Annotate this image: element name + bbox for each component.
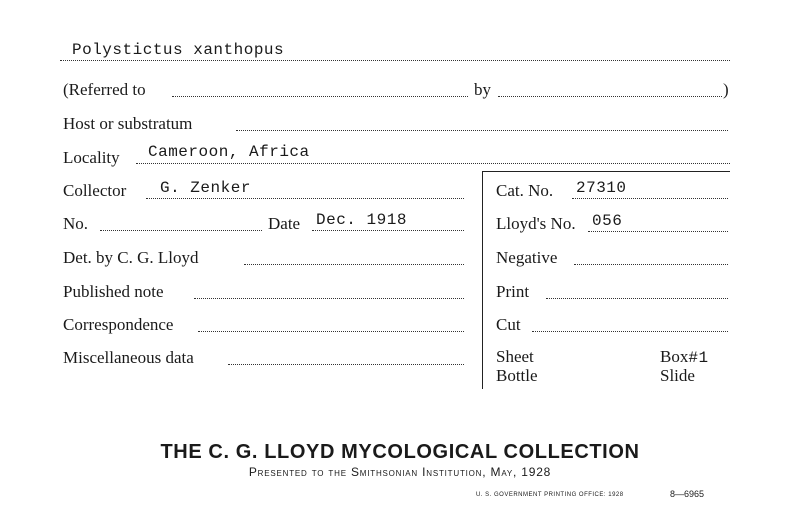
published-line [194, 298, 464, 299]
negative-label: Negative [496, 248, 558, 267]
det-line [244, 264, 464, 265]
collection-title: THE C. G. LLOYD MYCOLOGICAL COLLECTION [160, 441, 640, 463]
lloyd-value: 056 [592, 212, 623, 230]
printer-note: U. S. GOVERNMENT PRINTING OFFICE: 1928 [476, 492, 624, 498]
panel-top-border [482, 171, 730, 172]
collector-line [146, 198, 464, 199]
cat-value: 27310 [576, 179, 627, 197]
panel-left-border [482, 171, 483, 389]
negative-line [574, 264, 728, 265]
misc-line [228, 364, 464, 365]
misc-label: Miscellaneous data [63, 348, 194, 367]
close-paren: ) [723, 80, 729, 99]
box-label: Box [660, 347, 689, 366]
host-label: Host or substratum [63, 114, 193, 133]
det-label: Det. by C. G. Lloyd [63, 248, 199, 267]
cut-label: Cut [496, 315, 521, 334]
locality-line [136, 163, 730, 164]
print-line [546, 298, 728, 299]
date-line [312, 230, 464, 231]
collector-value: G. Zenker [160, 179, 251, 197]
bottle-label: Bottle [496, 366, 538, 385]
date-label: Date [268, 214, 301, 233]
no-line [100, 230, 262, 231]
box-entry [660, 347, 709, 367]
referred-to-line [172, 96, 468, 97]
locality-value: Cameroon, Africa [148, 143, 310, 161]
lloyd-label: Lloyd's No. [496, 214, 576, 233]
species-name: Polystictus xanthopus [72, 41, 285, 59]
correspondence-line [198, 331, 464, 332]
referred-to-label: (Referred to [63, 80, 146, 99]
host-line [236, 130, 728, 131]
species-line [60, 60, 730, 61]
by-label: by [474, 80, 491, 99]
locality-label: Locality [63, 148, 120, 167]
published-label: Published note [63, 282, 164, 301]
cat-label: Cat. No. [496, 181, 554, 200]
cut-line [532, 331, 728, 332]
date-value: Dec. 1918 [316, 211, 407, 229]
collector-label: Collector [63, 181, 127, 200]
form-code: 8—6965 [670, 489, 705, 499]
box-value: #1 [688, 349, 709, 367]
lloyd-line [588, 231, 728, 232]
sheet-label: Sheet [496, 347, 534, 366]
cat-line [572, 198, 728, 199]
slide-label: Slide [660, 366, 695, 385]
no-label: No. [63, 214, 89, 233]
correspondence-label: Correspondence [63, 315, 174, 334]
by-line [498, 96, 722, 97]
collection-subtitle: Presented to the Smithsonian Institution, May, 1928 [248, 465, 552, 479]
print-label: Print [496, 282, 530, 301]
